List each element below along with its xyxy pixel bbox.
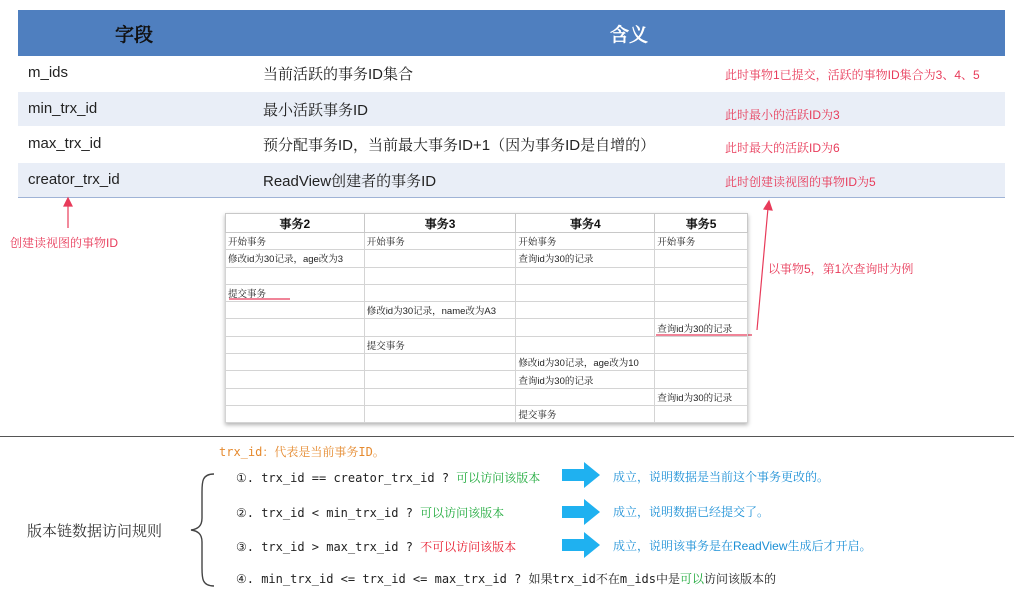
table-row xyxy=(226,302,748,319)
tx3-header: 事务3 xyxy=(364,214,516,233)
table-cell: 提交事务 xyxy=(516,405,655,422)
table-cell xyxy=(364,405,516,422)
field-note: 此时事物1已提交，活跃的事物ID集合为3、4、5 xyxy=(725,68,980,82)
table-cell xyxy=(226,388,365,405)
table-cell: 开始事务 xyxy=(516,233,655,250)
field-note: 此时最大的活跃ID为6 xyxy=(725,141,840,155)
rule-result: 不可以访问该版本 xyxy=(420,540,517,554)
table-cell xyxy=(655,284,748,301)
table-cell xyxy=(655,302,748,319)
arrow-right-icon xyxy=(562,532,602,558)
table-cell xyxy=(226,405,365,422)
rules-title: 版本链数据访问规则 xyxy=(27,523,163,540)
right-arrow-line xyxy=(757,208,768,330)
table-cell xyxy=(364,354,516,371)
table-cell xyxy=(655,371,748,388)
table-row xyxy=(226,319,748,336)
rule-condition: ③. trx_id > max_trx_id ? xyxy=(236,540,421,554)
table-cell xyxy=(655,250,748,267)
table-cell xyxy=(516,388,655,405)
table-cell xyxy=(364,371,516,388)
table-cell: 修改id为30记录，age改为10 xyxy=(516,354,655,371)
curly-brace-icon xyxy=(188,472,218,588)
tx2-header: 事务2 xyxy=(226,214,365,233)
table-cell xyxy=(655,354,748,371)
rule-1-conclusion: 成立，说明数据是当前这个事务更改的。 xyxy=(613,470,830,484)
rule-2 xyxy=(236,504,504,521)
rule-condition: ④. min_trx_id <= trx_id <= max_trx_id ? 如果trx_id不在m_ids中是 xyxy=(236,572,680,586)
table-cell xyxy=(516,336,655,353)
table-cell xyxy=(655,267,748,284)
table-row xyxy=(226,267,748,284)
section-divider xyxy=(0,436,1014,437)
table-cell: 开始事务 xyxy=(655,233,748,250)
field-name: m_ids xyxy=(28,64,69,81)
table-cell xyxy=(364,319,516,336)
table-cell: 查询id为30的记录 xyxy=(655,388,748,405)
rule-3 xyxy=(236,538,516,555)
table-row xyxy=(226,336,748,353)
rule-result: 可以 xyxy=(680,572,705,586)
field-name: creator_trx_id xyxy=(28,171,120,188)
table-row xyxy=(226,233,748,250)
rule-3-conclusion: 成立，说明该事务是在ReadView生成后才开启。 xyxy=(613,539,872,553)
table-cell xyxy=(516,284,655,301)
transaction-header-row xyxy=(226,214,748,233)
table-row xyxy=(226,354,748,371)
rule-result: 可以访问该版本 xyxy=(456,471,541,485)
table-cell xyxy=(655,405,748,422)
rule-4 xyxy=(236,570,776,587)
creator-annotation: 创建读视图的事物ID xyxy=(10,236,119,250)
table-cell: 查询id为30的记录 xyxy=(516,250,655,267)
arrow-right-icon xyxy=(562,462,602,488)
table-cell xyxy=(516,319,655,336)
table-cell: 开始事务 xyxy=(364,233,516,250)
table-cell xyxy=(226,354,365,371)
arrow-right-icon xyxy=(562,499,602,525)
rule-condition: ①. trx_id == creator_trx_id ? xyxy=(236,471,457,485)
field-meaning: ReadView创建者的事务ID xyxy=(263,173,437,190)
field-meaning: 预分配事务ID，当前最大事务ID+1（因为事务ID是自增的） xyxy=(263,137,656,154)
tx4-header: 事务4 xyxy=(516,214,655,233)
right-arrow-head xyxy=(764,201,772,210)
table-cell xyxy=(516,302,655,319)
trx-id-note: trx_id：代表是当前事务ID。 xyxy=(219,445,385,459)
rule-result: 可以访问该版本 xyxy=(420,506,505,520)
table-cell: 提交事务 xyxy=(226,284,365,301)
table-cell xyxy=(226,302,365,319)
table-cell: 修改id为30记录，age改为3 xyxy=(226,250,365,267)
table-cell xyxy=(226,336,365,353)
table-row xyxy=(226,388,748,405)
table-cell xyxy=(226,319,365,336)
table-cell: 查询id为30的记录 xyxy=(516,371,655,388)
rule-2-conclusion: 成立，说明数据已经提交了。 xyxy=(613,505,770,519)
left-arrow-head xyxy=(64,198,72,206)
table-cell xyxy=(364,250,516,267)
example-annotation: 以事物5，第1次查询时为例 xyxy=(768,262,914,276)
table-row xyxy=(226,405,748,422)
table-row xyxy=(226,250,748,267)
table-cell xyxy=(364,267,516,284)
table-cell xyxy=(516,267,655,284)
field-meaning: 当前活跃的事务ID集合 xyxy=(263,66,414,83)
field-meaning: 最小活跃事务ID xyxy=(263,102,369,119)
rule-condition: ②. trx_id < min_trx_id ? xyxy=(236,506,421,520)
table-cell xyxy=(226,371,365,388)
table-cell xyxy=(226,267,365,284)
header-meaning: 含义 xyxy=(610,25,649,46)
field-name: min_trx_id xyxy=(28,100,98,117)
table-cell: 查询id为30的记录 xyxy=(655,319,748,336)
table-row xyxy=(226,284,748,301)
table-cell xyxy=(364,388,516,405)
rule-tail: 访问该版本的 xyxy=(704,572,777,586)
field-note: 此时创建读视图的事物ID为5 xyxy=(725,175,876,189)
table-cell xyxy=(655,336,748,353)
table-cell xyxy=(364,284,516,301)
tx5-header: 事务5 xyxy=(655,214,748,233)
field-name: max_trx_id xyxy=(28,135,102,152)
transaction-table xyxy=(225,213,748,423)
table-row xyxy=(226,371,748,388)
table-cell: 提交事务 xyxy=(364,336,516,353)
rule-1 xyxy=(236,469,540,486)
field-note: 此时最小的活跃ID为3 xyxy=(725,108,840,122)
header-field: 字段 xyxy=(115,25,154,46)
table-cell: 修改id为30记录，name改为A3 xyxy=(364,302,516,319)
table-cell: 开始事务 xyxy=(226,233,365,250)
